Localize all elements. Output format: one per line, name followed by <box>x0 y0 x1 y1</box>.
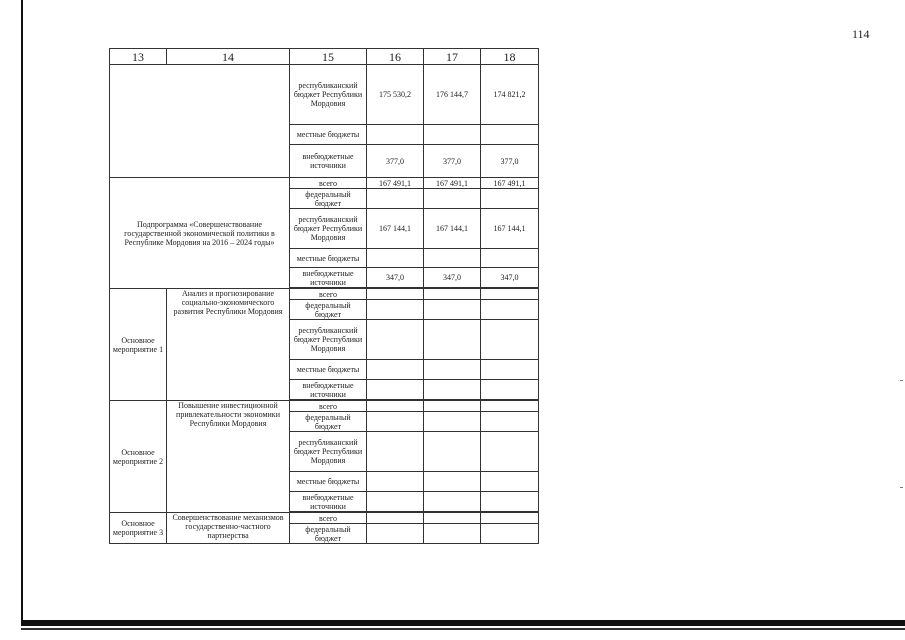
value-cell: 167 491,1 <box>367 178 424 189</box>
subprogram-title: Подпрограмма «Совершенствование государственной экономической политики в Республике Мордовия на 2016 – 2024 годы» <box>110 178 290 289</box>
table-row <box>110 65 539 125</box>
value-cell <box>424 125 481 145</box>
value-cell <box>367 513 424 524</box>
value-cell <box>424 513 481 524</box>
value-cell <box>367 401 424 412</box>
budget-table <box>109 48 539 544</box>
value-cell <box>481 300 539 320</box>
source-label: федеральный бюджет <box>290 300 367 320</box>
value-cell <box>481 289 539 300</box>
source-label: местные бюджеты <box>290 360 367 380</box>
event-name: Основное мероприятие 3 <box>110 513 167 544</box>
value-cell <box>481 412 539 432</box>
scan-left-border <box>21 0 23 622</box>
value-cell <box>367 492 424 512</box>
value-cell <box>481 492 539 512</box>
value-cell <box>367 320 424 360</box>
event-name: Основное мероприятие 1 <box>110 289 167 401</box>
value-cell <box>367 300 424 320</box>
value-cell <box>481 360 539 380</box>
value-cell <box>367 380 424 400</box>
value-cell: 167 491,1 <box>481 178 539 189</box>
value-cell <box>424 320 481 360</box>
value-cell: 167 144,1 <box>367 209 424 249</box>
source-label: республиканский бюджет Республики Мордовия <box>290 320 367 360</box>
page-number: 114 <box>852 27 870 41</box>
source-label: республиканский бюджет Республики Мордовия <box>290 65 367 125</box>
continuation-cell <box>110 65 290 178</box>
source-label: местные бюджеты <box>290 125 367 145</box>
value-cell <box>424 360 481 380</box>
value-cell <box>481 432 539 472</box>
value-cell: 167 144,1 <box>481 209 539 249</box>
value-cell <box>367 524 424 544</box>
scan-bottom-border <box>21 620 905 626</box>
event-description: Анализ и прогнозирование социально-экономического развития Республики Мордовия <box>167 289 290 401</box>
value-cell: 174 821,2 <box>481 65 539 125</box>
source-label: внебюджетные источники <box>290 268 367 288</box>
value-cell <box>424 432 481 472</box>
source-label: федеральный бюджет <box>290 189 367 209</box>
event-name: Основное мероприятие 2 <box>110 401 167 513</box>
header-cell: 15 <box>290 49 367 65</box>
value-cell <box>481 249 539 268</box>
header-cell: 17 <box>424 49 481 65</box>
source-label: всего <box>290 513 367 524</box>
value-cell <box>367 125 424 145</box>
value-cell: 347,0 <box>424 268 481 288</box>
value-cell <box>481 189 539 209</box>
source-label: федеральный бюджет <box>290 412 367 432</box>
value-cell: 176 144,7 <box>424 65 481 125</box>
source-label: федеральный бюджет <box>290 524 367 544</box>
edge-mark <box>900 380 903 381</box>
source-label: всего <box>290 178 367 189</box>
header-cell: 16 <box>367 49 424 65</box>
event-description: Совершенствование механизмов государственно-частного партнерства <box>167 513 290 544</box>
value-cell <box>367 189 424 209</box>
scan-bottom-border-2 <box>21 628 905 630</box>
value-cell <box>367 472 424 492</box>
value-cell <box>424 472 481 492</box>
value-cell: 377,0 <box>424 145 481 178</box>
value-cell <box>481 125 539 145</box>
value-cell <box>367 432 424 472</box>
value-cell: 175 530,2 <box>367 65 424 125</box>
source-label: внебюджетные источники <box>290 492 367 512</box>
value-cell <box>367 289 424 300</box>
value-cell <box>424 492 481 512</box>
value-cell <box>481 320 539 360</box>
value-cell <box>424 401 481 412</box>
value-cell <box>424 380 481 400</box>
value-cell <box>424 249 481 268</box>
value-cell <box>424 412 481 432</box>
value-cell <box>424 524 481 544</box>
header-cell: 14 <box>167 49 290 65</box>
value-cell <box>481 513 539 524</box>
value-cell <box>367 249 424 268</box>
value-cell <box>481 401 539 412</box>
source-label: внебюджетные источники <box>290 380 367 400</box>
source-label: местные бюджеты <box>290 249 367 268</box>
event-description: Повышение инвестиционной привлекательности экономики Республики Мордовия <box>167 401 290 513</box>
value-cell <box>481 524 539 544</box>
value-cell: 347,0 <box>481 268 539 288</box>
value-cell <box>367 360 424 380</box>
table-row <box>110 401 539 412</box>
source-label: внебюджетные источники <box>290 145 367 178</box>
table-row <box>110 178 539 189</box>
value-cell <box>424 289 481 300</box>
source-label: местные бюджеты <box>290 472 367 492</box>
source-label: республиканский бюджет Республики Мордовия <box>290 209 367 249</box>
value-cell <box>481 472 539 492</box>
header-cell: 18 <box>481 49 539 65</box>
value-cell: 377,0 <box>481 145 539 178</box>
value-cell <box>424 300 481 320</box>
table-row <box>110 513 539 524</box>
table-row <box>110 289 539 300</box>
header-row <box>110 49 539 65</box>
value-cell: 347,0 <box>367 268 424 288</box>
value-cell <box>481 380 539 400</box>
value-cell: 377,0 <box>367 145 424 178</box>
source-label: всего <box>290 289 367 300</box>
value-cell <box>367 412 424 432</box>
value-cell <box>424 189 481 209</box>
value-cell: 167 491,1 <box>424 178 481 189</box>
header-cell: 13 <box>110 49 167 65</box>
source-label: республиканский бюджет Республики Мордовия <box>290 432 367 472</box>
edge-mark <box>900 487 903 488</box>
value-cell: 167 144,1 <box>424 209 481 249</box>
source-label: всего <box>290 401 367 412</box>
